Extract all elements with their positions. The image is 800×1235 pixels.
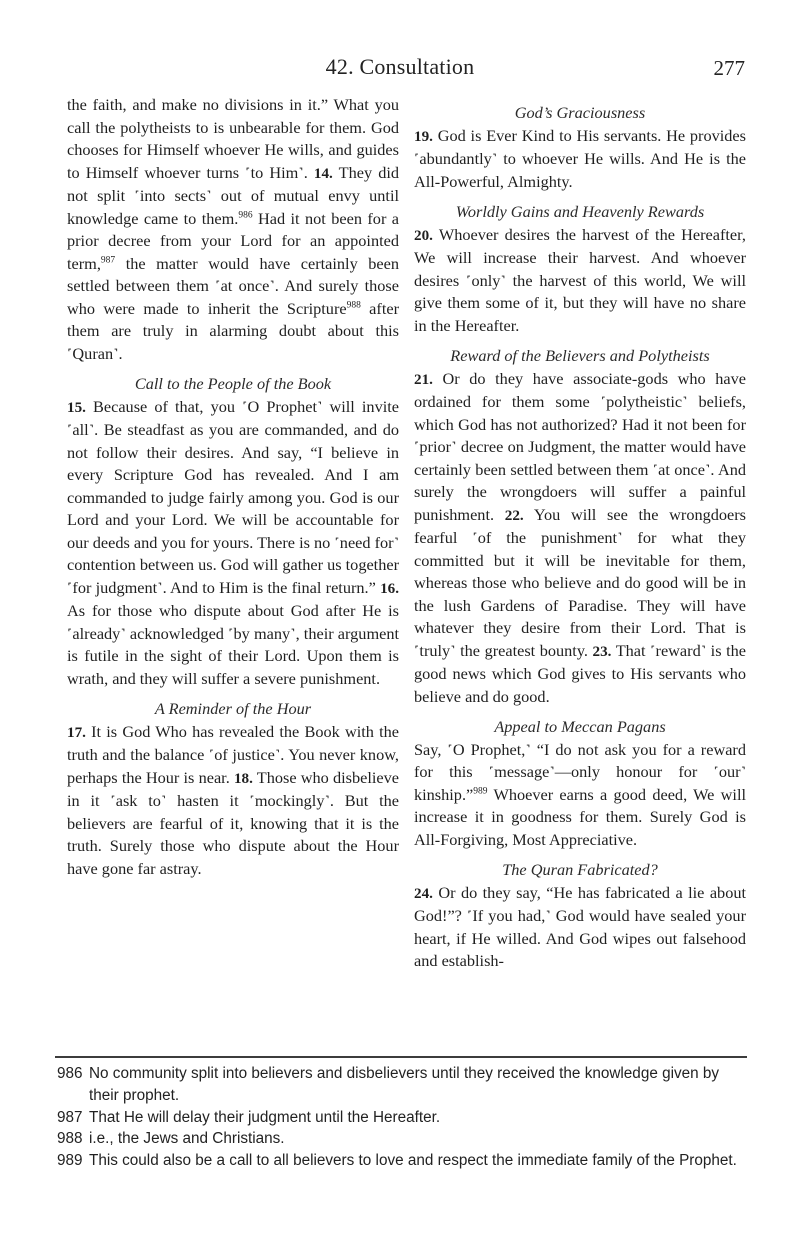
right-column — [414, 94, 746, 1056]
footnote-reference: 986 — [238, 210, 253, 221]
verse-number: 22. — [504, 506, 524, 524]
footnote-number: 988 — [57, 1130, 83, 1148]
footnote-reference: 987 — [100, 255, 116, 266]
verse-paragraph — [67, 94, 399, 365]
footnote-item — [55, 1150, 747, 1172]
verse-number: 23. — [592, 642, 612, 660]
verse-text: They did not split ˹into sects˺ out of mutual envy until knowledge came to them. — [67, 162, 399, 228]
verse-number: 20. — [414, 226, 433, 244]
verse-number: 24. — [414, 884, 433, 902]
section-heading: The Quran Fabricated? — [502, 860, 658, 879]
verse-paragraph — [414, 882, 746, 973]
verse-paragraph — [414, 224, 746, 338]
verse-paragraph — [67, 721, 399, 881]
section-heading: A Reminder of the Hour — [154, 699, 312, 718]
footnote-item — [55, 1107, 747, 1129]
footnote-reference: 988 — [346, 300, 361, 311]
verse-number: 15. — [67, 398, 86, 416]
verse-paragraph — [414, 739, 746, 852]
footnote-text: This could also be a call to all believers to love and respect the immediate family of the Prophet. — [89, 1152, 737, 1170]
footnote-number: 989 — [57, 1152, 83, 1170]
verse-paragraph — [414, 125, 746, 194]
verse-text: Had it not been for a prior decree from your Lord for an appointed term, — [67, 208, 400, 273]
section-heading: Appeal to Meccan Pagans — [494, 717, 666, 736]
verse-text: the faith, and make no divisions in it.” What you call the polytheists to is unbearable for them. God chooses for Himself whoever He wills, and guides to Himself whoever turns ˹to Him˺. — [67, 95, 399, 182]
footnote-divider — [55, 1056, 747, 1058]
verse-number: 18. — [233, 769, 253, 787]
page-number: 277 — [713, 56, 745, 80]
footnote-number: 987 — [57, 1108, 83, 1126]
footnote-number: 986 — [57, 1065, 83, 1082]
verse-number: 17. — [67, 723, 86, 741]
footnote-reference: 989 — [473, 786, 488, 797]
verse-text: That ˹reward˺ is the good news which God gives to His servants who believe and do good. — [414, 640, 746, 706]
section-heading: Worldly Gains and Heavenly Rewards — [455, 202, 705, 221]
verse-number: 16. — [380, 579, 399, 597]
section-heading: Reward of the Believers and Polytheists — [450, 346, 710, 365]
chapter-title: 42. Consultation — [325, 54, 475, 79]
left-column — [67, 94, 399, 1056]
verse-number: 19. — [414, 127, 433, 145]
verse-paragraph — [67, 396, 399, 691]
verse-text: Whoever desires the harvest of the Hereafter, We will increase their harvest. And whoever desires ˹only˺ the harvest of this world, We will give them some of it, but they will have no share in the Hereafter. — [414, 224, 746, 335]
verse-text: Because of that, you ˹O Prophet˺ will invite ˹all˺. Be steadfast as you are commanded, and do not follow their desires. And say, “I believe in every Scripture God has revealed. And I am commanded to judge fairly among you. God is our Lord and your Lord. We will be accountable for our deeds and you for yours. There is no ˹need for˺ contention between us. God will gather us together ˹for judgment˺. And to Him is the final return.” — [67, 396, 400, 597]
verse-text: As for those who dispute about God after He is ˹already˺ acknowledged ˹by many˺, their argument is futile in the sight of their Lord. Upon them is wrath, and they will suffer a severe punishment. — [67, 601, 399, 688]
text-columns — [67, 94, 746, 1056]
verse-number: 14. — [313, 164, 333, 182]
section-heading: God’s Graciousness — [514, 103, 646, 122]
verse-text: Or do they have associate-gods who have ordained for them some ˹polytheistic˺ beliefs, which God has not authorized? Had it not been for ˹prior˺ decree on Judgment, the matter would have certainly been settled between them ˹at once˺. And surely the wrongdoers will suffer a painful punishment. — [414, 368, 746, 524]
footnotes-section — [55, 1056, 747, 1172]
footnote-item — [55, 1063, 747, 1107]
verse-text: You will see the wrongdoers fearful ˹of the punishment˺ for what they committed but it will be inevitable for them, whereas those who believe and do good will be in the lush Gardens of Paradise. They will have whatever they desire from their Lord. That is ˹truly˺ the greatest bounty. — [414, 504, 746, 660]
footnote-text: No community split into believers and disbelievers until they received the knowledge given by their prophet. — [89, 1065, 720, 1104]
verse-text: after them are truly in alarming doubt about this ˹Quran˺. — [67, 298, 400, 363]
verse-paragraph — [414, 368, 746, 709]
verse-text: Say, ˹O Prophet,˺ “I do not ask you for a reward for this ˹message˺—only honour for ˹our˺ kinship.” — [414, 739, 746, 804]
verse-text: It is God Who has revealed the Book with the truth and the balance ˹of justice˺. You never know, perhaps the Hour is near. — [67, 721, 399, 787]
verse-number: 21. — [414, 370, 433, 388]
verse-text: Whoever earns a good deed, We will increase it in goodness for them. Surely God is All-Forgiving, Most Appreciative. — [414, 784, 746, 849]
verse-text: Or do they say, “He has fabricated a lie about God!”? ˹If you had,˺ God would have sealed your heart, if He willed. And God wipes out falsehood and establish- — [414, 882, 746, 970]
verse-text: Those who disbelieve in it ˹ask to˺ hasten it ˹mockingly˺. But the believers are fearful of it, knowing that it is the truth. Surely those who dispute about the Hour have gone far astray. — [67, 767, 399, 878]
footnote-list — [55, 1063, 747, 1172]
verse-text: the matter would have certainly been settled between them ˹at once˺. And surely those who were made to inherit the Scripture — [67, 253, 399, 318]
footnote-text: That He will delay their judgment until the Hereafter. — [89, 1108, 441, 1126]
verse-text: God is Ever Kind to His servants. He provides ˹abundantly˺ to whoever He wills. And He is the All-Powerful, Almighty. — [414, 125, 746, 191]
section-heading: Call to the People of the Book — [134, 374, 332, 393]
footnote-text: i.e., the Jews and Christians. — [89, 1130, 285, 1148]
footnote-item — [55, 1128, 747, 1150]
